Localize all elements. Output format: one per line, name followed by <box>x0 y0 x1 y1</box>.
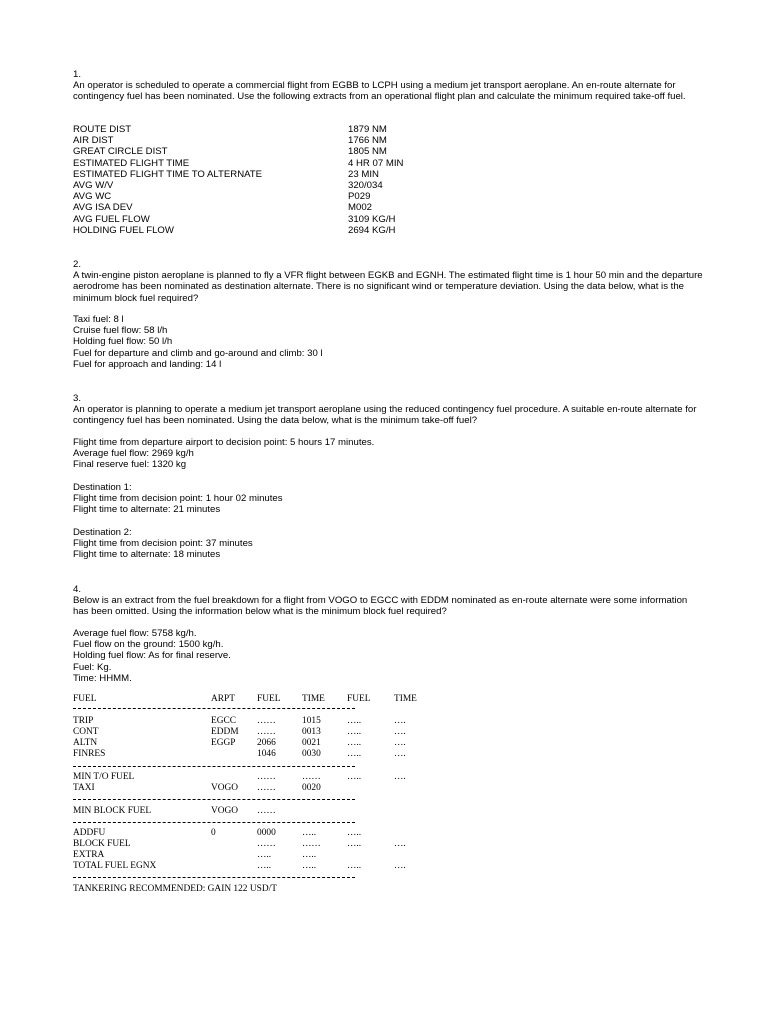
q1-row-value: 3109 KG/H <box>348 213 396 225</box>
tankering-note: TANKERING RECOMMENDED: GAIN 122 USD/T <box>73 884 277 894</box>
table-cell: ALTN <box>73 738 98 748</box>
q1-row-value: 4 HR 07 MIN <box>348 157 404 169</box>
table-cell: TOTAL FUEL EGNX <box>73 861 157 871</box>
q4-line: Holding fuel flow: As for final reserve. <box>73 650 231 662</box>
table-cell: ….. <box>347 772 362 782</box>
table-cell: ….. <box>257 850 272 860</box>
table-cell: ….. <box>257 861 272 871</box>
dashed-divider <box>73 822 355 823</box>
q4-text: Below is an extract from the fuel breakdown for a flight from VOGO to EGCC with EDDM nominated as en-route alternate were some information has been omitted. Using the information below what is the minimum block fuel required? <box>73 595 688 618</box>
q1-number: 1. <box>73 69 82 80</box>
table-cell: EXTRA <box>73 850 105 860</box>
table-cell: ….. <box>302 828 317 838</box>
table-cell: EDDM <box>211 727 239 737</box>
q1-row-value: M002 <box>348 202 372 214</box>
table-cell: …. <box>394 749 406 759</box>
dashed-divider <box>73 799 355 800</box>
table-cell: …… <box>257 783 276 793</box>
table-cell: …… <box>257 727 276 737</box>
table-cell: ….. <box>347 861 362 871</box>
table-header-cell: FUEL <box>347 694 371 704</box>
q1-row-label: AVG ISA DEV <box>73 202 133 214</box>
table-cell: …. <box>394 861 406 871</box>
table-cell: TAXI <box>73 783 95 793</box>
dashed-divider <box>73 877 355 878</box>
q1-row-label: AIR DIST <box>73 135 114 147</box>
table-cell: 0021 <box>302 738 321 748</box>
table-cell: ….. <box>302 850 317 860</box>
table-cell: 0000 <box>257 828 276 838</box>
q2-line: Taxi fuel: 8 l <box>73 314 124 325</box>
table-cell: …… <box>302 839 321 849</box>
q3-dest2-line: Destination 2: <box>73 527 132 538</box>
q1-row-label: AVG FUEL FLOW <box>73 213 150 225</box>
q2-line: Fuel for departure and climb and go-around and climb: 30 l <box>73 347 323 359</box>
q3-dest2-line: Flight time from decision point: 37 minutes <box>73 538 253 550</box>
q4-number: 4. <box>73 584 82 595</box>
table-cell: VOGO <box>211 783 239 793</box>
q3-number: 3. <box>73 393 82 404</box>
q4-line: Fuel: Kg. <box>73 661 112 673</box>
table-cell: 0030 <box>302 749 321 759</box>
table-cell: 0020 <box>302 783 321 793</box>
table-header-cell: FUEL <box>257 694 281 704</box>
q1-text: An operator is scheduled to operate a commercial flight from EGBB to LCPH using a medium jet transport aeroplane. An en-route alternate for contingency fuel has been nominated. Use the following extracts from an operational flight plan and calculate the minimum required take-off fuel. <box>73 80 686 103</box>
q4-line: Fuel flow on the ground: 1500 kg/h. <box>73 639 224 651</box>
q3-dest1-line: Flight time from decision point: 1 hour 02 minutes <box>73 493 283 505</box>
table-cell: 0013 <box>302 727 321 737</box>
dashed-divider <box>73 766 355 767</box>
table-cell: ….. <box>347 727 362 737</box>
table-cell: …… <box>257 772 276 782</box>
q1-row-value: 23 MIN <box>348 168 379 180</box>
table-cell: BLOCK FUEL <box>73 839 131 849</box>
q1-row-label: ESTIMATED FLIGHT TIME <box>73 157 190 169</box>
table-cell: CONT <box>73 727 99 737</box>
table-cell: FINRES <box>73 749 106 759</box>
q1-row-value: 1805 NM <box>348 146 387 158</box>
table-cell: …. <box>394 772 406 782</box>
q3-dest1-line: Flight time to alternate: 21 minutes <box>73 504 221 516</box>
q2-line: Fuel for approach and landing: 14 l <box>73 358 222 370</box>
q1-row-value: P029 <box>348 191 371 203</box>
table-cell: VOGO <box>211 806 239 816</box>
q3-dest1-line: Destination 1: <box>73 482 132 493</box>
table-cell: ….. <box>347 749 362 759</box>
q1-row-value: 1879 NM <box>348 124 387 135</box>
table-cell: …… <box>257 806 276 816</box>
table-cell: …. <box>394 716 406 726</box>
q1-row-label: ROUTE DIST <box>73 124 132 135</box>
table-cell: ….. <box>347 716 362 726</box>
table-cell: ….. <box>347 839 362 849</box>
table-cell: EGGP <box>211 738 236 748</box>
q3-text: An operator is planning to operate a medium jet transport aeroplane using the reduced contingency fuel procedure. A suitable en-route alternate for contingency fuel has been nominated. Using the data below, what is the minimum take-off fuel? <box>73 404 697 427</box>
q2-line: Holding fuel flow: 50 l/h <box>73 336 173 348</box>
table-cell: MIN T/O FUEL <box>73 772 135 782</box>
q1-row-label: AVG WC <box>73 191 112 203</box>
q3-line: Final reserve fuel: 1320 kg <box>73 459 187 471</box>
table-cell: ….. <box>302 861 317 871</box>
q2-number: 2. <box>73 259 82 270</box>
table-cell: …. <box>394 738 406 748</box>
table-cell: 2066 <box>257 738 276 748</box>
table-header-cell: FUEL <box>73 694 97 704</box>
q1-row-label: AVG W/V <box>73 180 114 191</box>
table-cell: TRIP <box>73 716 94 726</box>
q1-row-label: GREAT CIRCLE DIST <box>73 146 168 158</box>
q3-dest2-line: Flight time to alternate: 18 minutes <box>73 549 221 561</box>
q1-row-value: 2694 KG/H <box>348 224 396 236</box>
table-cell: ….. <box>347 828 362 838</box>
table-cell: 1015 <box>302 716 321 726</box>
dashed-divider <box>73 708 355 709</box>
table-header-cell: TIME <box>302 694 325 704</box>
table-cell: …. <box>394 839 406 849</box>
table-cell: ADDFU <box>73 828 106 838</box>
q1-row-value: 320/034 <box>348 180 383 191</box>
table-cell: …… <box>257 839 276 849</box>
q2-line: Cruise fuel flow: 58 l/h <box>73 325 168 337</box>
table-cell: EGCC <box>211 716 237 726</box>
table-cell: 1046 <box>257 749 276 759</box>
q2-text: A twin-engine piston aeroplane is planned to fly a VFR flight between EGKB and EGNH. The estimated flight time is 1 hour 50 min and the departure aerodrome has been nominated as destination alternate. There is no significant wind or temperature deviation. Using the data below, what is the minimum block fuel required? <box>73 270 703 304</box>
q4-line: Average fuel flow: 5758 kg/h. <box>73 628 197 639</box>
table-cell: …. <box>394 727 406 737</box>
table-cell: 0 <box>211 828 216 838</box>
table-cell: …… <box>302 772 321 782</box>
q1-row-label: HOLDING FUEL FLOW <box>73 224 174 236</box>
table-cell: ….. <box>347 738 362 748</box>
q1-row-label: ESTIMATED FLIGHT TIME TO ALTERNATE <box>73 168 263 180</box>
table-cell: MIN BLOCK FUEL <box>73 806 152 816</box>
q3-line: Average fuel flow: 2969 kg/h <box>73 448 194 460</box>
q1-row-value: 1766 NM <box>348 135 387 147</box>
q4-line: Time: HHMM. <box>73 672 132 684</box>
table-header-cell: TIME <box>394 694 417 704</box>
q3-line: Flight time from departure airport to decision point: 5 hours 17 minutes. <box>73 437 375 448</box>
table-cell: …… <box>257 716 276 726</box>
table-header-cell: ARPT <box>211 694 235 704</box>
